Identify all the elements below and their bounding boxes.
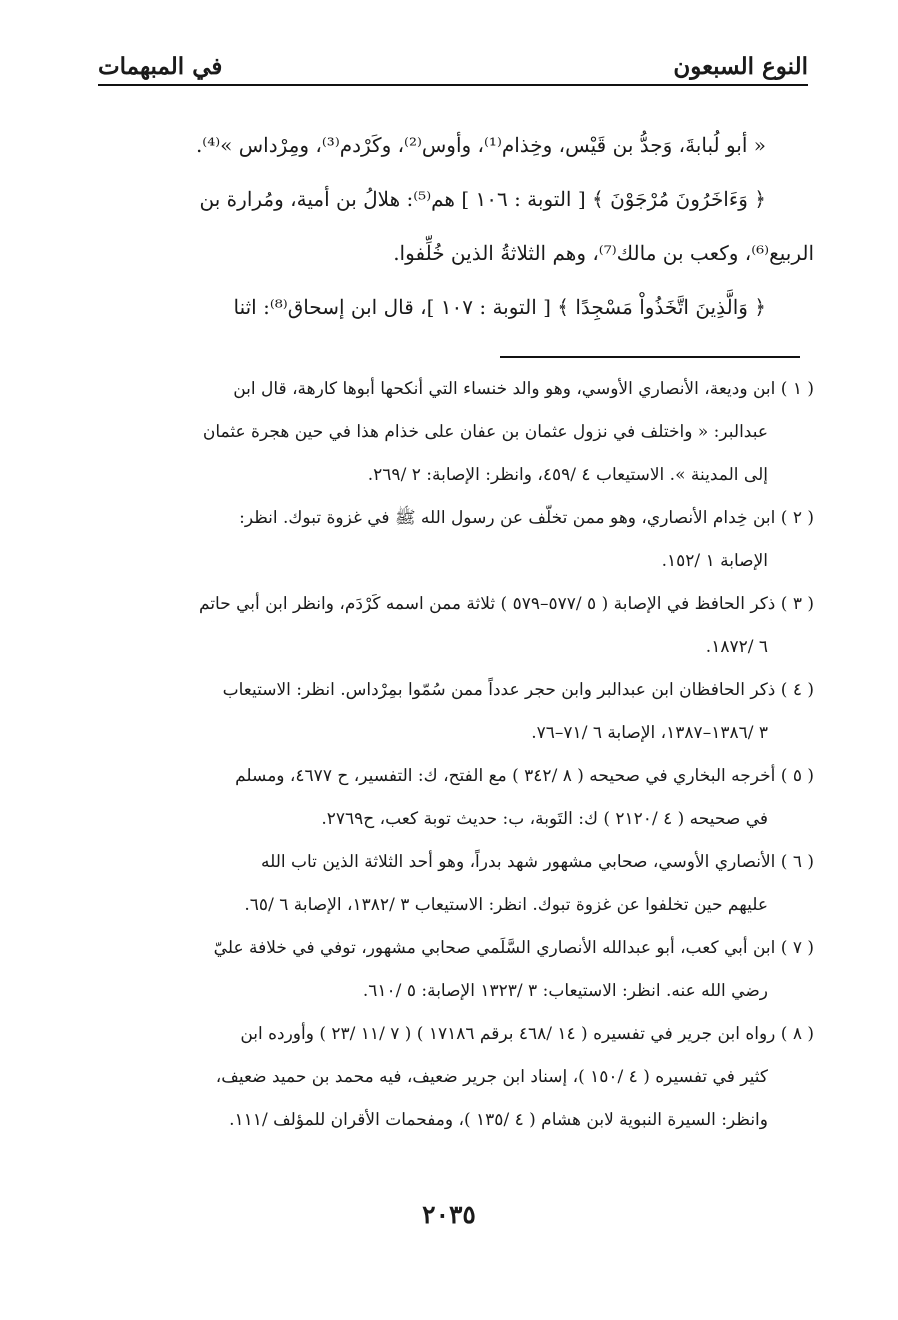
footnote-2	[86, 497, 814, 583]
main-line: « أبو لُبابةَ، وَجدُّ بن قَيْس، وخِذام⁽¹⁾، وأوس⁽²⁾، وكَرْدم⁽³⁾، ومِرْداس »⁽⁴⁾.	[195, 133, 766, 157]
footnote-line: ( ٢ ) ابن خِدام الأنصاري، وهو ممن تخلّف عن رسول الله ﷺ في غزوة تبوك. انظر:	[239, 508, 814, 528]
footnote-line: إلى المدينة ». الاستيعاب ٤ /٤٥٩، وانظر: الإصابة: ٢ /٢٦٩.	[367, 465, 768, 485]
footnote-line: عليهم حين تخلفوا عن غزوة تبوك. انظر: الاستيعاب ٣ /١٣٨٢، الإصابة ٦ /٦٥.	[244, 895, 768, 915]
footnote-line: ( ١ ) ابن وديعة، الأنصاري الأوسي، وهو والد خنساء التي أنكحها أبوها كارهة، قال ابن	[233, 379, 814, 399]
footnote-line: ٣ /١٣٨٦–١٣٨٧، الإصابة ٦ /٧١–٧٦.	[531, 723, 768, 743]
footnote-line: رضي الله عنه. انظر: الاستيعاب: ٣ /١٣٢٣ الإصابة: ٥ /٦١٠.	[362, 981, 768, 1001]
footnote-line: ( ٤ ) ذكر الحافظان ابن عبدالبر وابن حجر عدداً ممن سُمّوا بمِرْداس. انظر: الاستيعاب	[222, 680, 814, 700]
footnote-line: ٦ /١٨٧٢.	[705, 637, 768, 657]
footnote-8	[86, 1013, 814, 1142]
footnote-3	[86, 583, 814, 669]
footnote-line: وانظر: السيرة النبوية لابن هشام ( ٤ /١٣٥ )، ومفحمات الأقران للمؤلف /١١١.	[229, 1110, 768, 1130]
footnotes	[86, 368, 814, 1142]
main-line: ﴿ وَالَّذِينَ اتَّخَذُواْ مَسْجِدًا ﴾ [ التوبة : ١٠٧ ]، قال ابن إسحاق⁽⁸⁾: اثنا	[233, 295, 766, 319]
running-header	[98, 40, 808, 86]
footnote-line: ( ٣ ) ذكر الحافظ في الإصابة ( ٥ /٥٧٧–٥٧٩ ) ثلاثة ممن اسمه كَرْدَم، وانظر ابن أبي حاتم	[199, 594, 814, 614]
section-title: في المبهمات	[98, 53, 223, 80]
main-line: ﴿ وَءَاخَرُونَ مُرْجَوْنَ ﴾ [ التوبة : ١٠٦ ] هم⁽⁵⁾: هلالُ بن أمية، ومُرارة بن	[199, 187, 766, 211]
chapter-title: النوع السبعون	[673, 53, 808, 80]
footnote-line: ( ٨ ) رواه ابن جرير في تفسيره ( ١٤ /٤٦٨ برقم ١٧١٨٦ ) ( ٧ /١١ /٢٣ ) وأورده ابن	[240, 1024, 814, 1044]
footnote-line: الإصابة ١ /١٥٢.	[661, 551, 768, 571]
footnote-7	[86, 927, 814, 1013]
footnote-line: ( ٧ ) ابن أبي كعب، أبو عبدالله الأنصاري السَّلَمي صحابي مشهور، توفي في خلافة عليّ	[213, 938, 814, 958]
footnote-line: عبدالبر: « واختلف في نزول عثمان بن عفان على خذام هذا في حين هجرة عثمان	[202, 422, 768, 442]
footnote-line: ( ٦ ) الأنصاري الأوسي، صحابي مشهور شهد بدراً، وهو أحد الثلاثة الذين تاب الله	[260, 852, 814, 872]
footnote-5	[86, 755, 814, 841]
footnote-separator	[500, 356, 800, 358]
page-number: ٢٠٣٥	[422, 1200, 476, 1229]
footnote-1	[86, 368, 814, 497]
footnote-4	[86, 669, 814, 755]
footnote-line: في صحيحه ( ٤ /٢١٢٠ ) ك: التَوبة، ب: حديث توبة كعب، ح٢٧٦٩.	[321, 809, 768, 829]
footnote-line: كثير في تفسيره ( ٤ /١٥٠ )، إسناد ابن جرير ضعيف، فيه محمد بن حميد ضعيف،	[215, 1067, 768, 1087]
main-line: الربيع⁽⁶⁾، وكعب بن مالك⁽⁷⁾، وهم الثلاثةُ الذين خُلِّفوا.	[393, 241, 814, 265]
footnote-line: ( ٥ ) أخرجه البخاري في صحيحه ( ٨ /٣٤٢ ) مع الفتح، ك: التفسير، ح ٤٦٧٧، ومسلم	[235, 766, 814, 786]
footnote-6	[86, 841, 814, 927]
main-text	[92, 118, 814, 334]
